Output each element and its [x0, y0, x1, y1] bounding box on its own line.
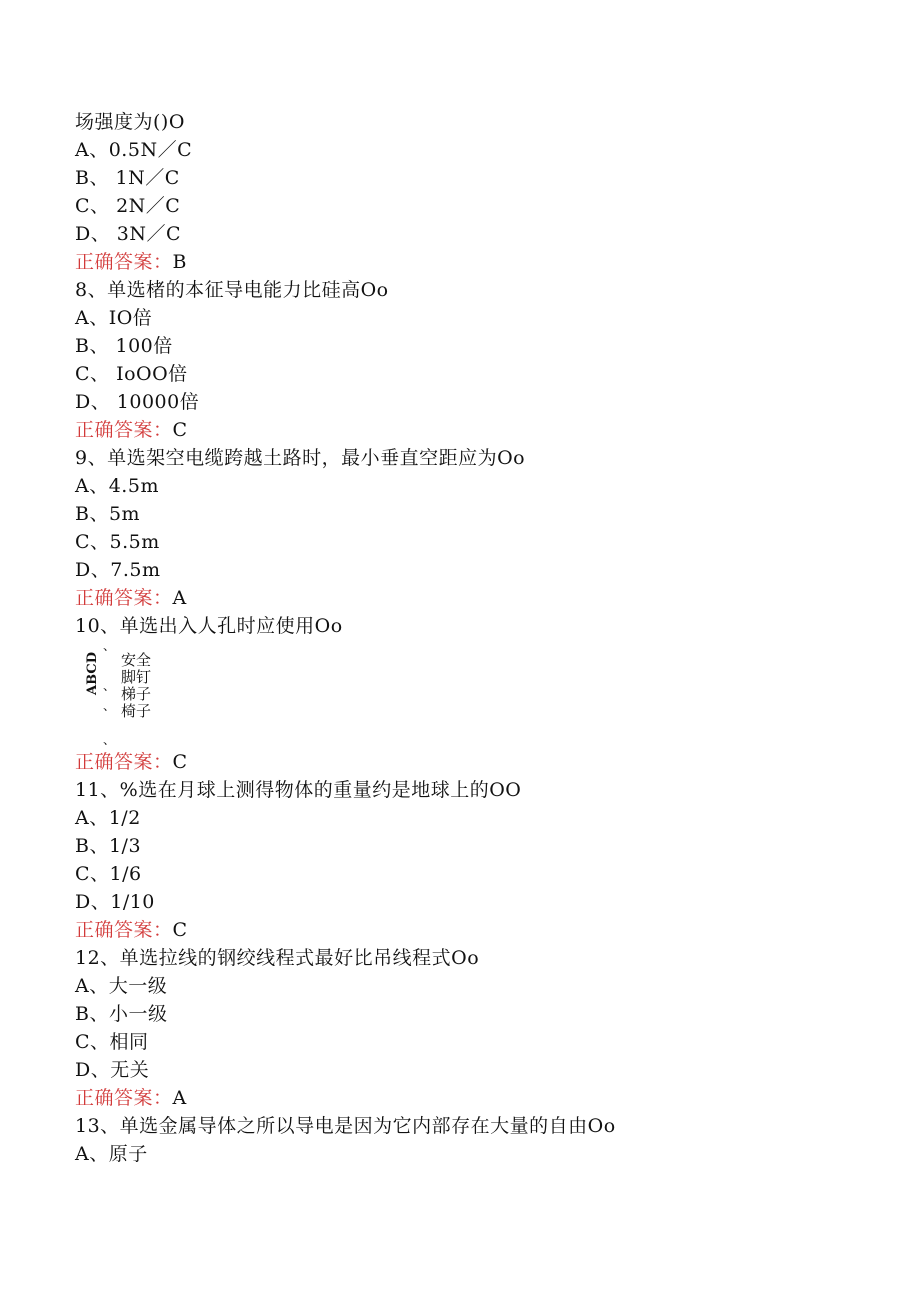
answer-line — [75, 1084, 875, 1112]
answer-label: 正确答案： — [75, 919, 173, 941]
text-line: B、 100倍 — [75, 335, 173, 357]
option-item: 椅子 — [121, 702, 152, 720]
answer-label: 正确答案： — [75, 1087, 173, 1109]
text-line: A、大一级 — [75, 975, 168, 997]
answer-value: A — [172, 587, 187, 609]
answer-label: 正确答案： — [75, 419, 173, 441]
text-line: 9、单选架空电缆跨越土路时，最小垂直空距应为Oo — [75, 447, 526, 469]
compressed-options-block — [75, 640, 875, 748]
answer-value: B — [172, 251, 187, 273]
text-line: 13、单选金属导体之所以导电是因为它内部存在大量的自由Oo — [75, 1115, 616, 1137]
text-line: 场强度为()O — [75, 111, 185, 133]
text-line: B、 1N／C — [75, 167, 180, 189]
text-line: D、7.5m — [75, 559, 161, 581]
answer-label: 正确答案： — [75, 751, 173, 773]
option-item: 梯子 — [121, 685, 152, 703]
separator-mark: 、 — [103, 639, 116, 653]
text-line: A、0.5N／C — [75, 139, 193, 161]
text-line: 11、%选在月球上测得物体的重量约是地球上的OO — [75, 779, 522, 801]
text-line: A、1/2 — [75, 807, 141, 829]
text-line: C、1/6 — [75, 863, 142, 885]
answer-label: 正确答案： — [75, 251, 173, 273]
separator-mark: 、 — [103, 679, 116, 693]
answer-line — [75, 916, 875, 944]
answer-value: A — [172, 1087, 187, 1109]
text-line: 10、单选出入人孔时应使用Oo — [75, 615, 343, 637]
answer-line — [75, 584, 875, 612]
question-block-top — [75, 108, 875, 640]
text-line: C、 IoOO倍 — [75, 363, 188, 385]
answer-line — [75, 248, 875, 276]
answer-line — [75, 416, 875, 444]
text-line: C、 2N／C — [75, 195, 181, 217]
text-line: B、5m — [75, 503, 141, 525]
text-line: D、无关 — [75, 1059, 150, 1081]
answer-value: C — [172, 919, 188, 941]
separator-mark: 、 — [103, 699, 116, 713]
option-list — [121, 652, 151, 720]
text-line: 12、单选拉线的钢绞线程式最好比吊线程式Oo — [75, 947, 480, 969]
text-line: A、原子 — [75, 1143, 148, 1165]
question-block-bottom — [75, 748, 875, 1168]
separator-mark: 、 — [103, 733, 116, 747]
option-letters: ABCD — [85, 652, 100, 695]
text-line: C、5.5m — [75, 531, 160, 553]
text-line: C、相同 — [75, 1031, 149, 1053]
text-line: A、IO倍 — [75, 307, 153, 329]
answer-value: C — [172, 751, 188, 773]
text-line: D、1/10 — [75, 891, 155, 913]
text-line: 8、单选楮的本征导电能力比硅高Oo — [75, 279, 389, 301]
option-item: 安全 — [121, 651, 152, 669]
text-line: B、1/3 — [75, 835, 142, 857]
answer-value: C — [172, 419, 188, 441]
answer-label: 正确答案： — [75, 587, 173, 609]
option-item: 脚钉 — [121, 668, 152, 686]
document-page — [75, 108, 875, 1168]
text-line: D、 3N／C — [75, 223, 182, 245]
text-line: D、 10000倍 — [75, 391, 200, 413]
text-line: B、小一级 — [75, 1003, 168, 1025]
text-line: A、4.5m — [75, 475, 159, 497]
answer-line — [75, 748, 875, 776]
